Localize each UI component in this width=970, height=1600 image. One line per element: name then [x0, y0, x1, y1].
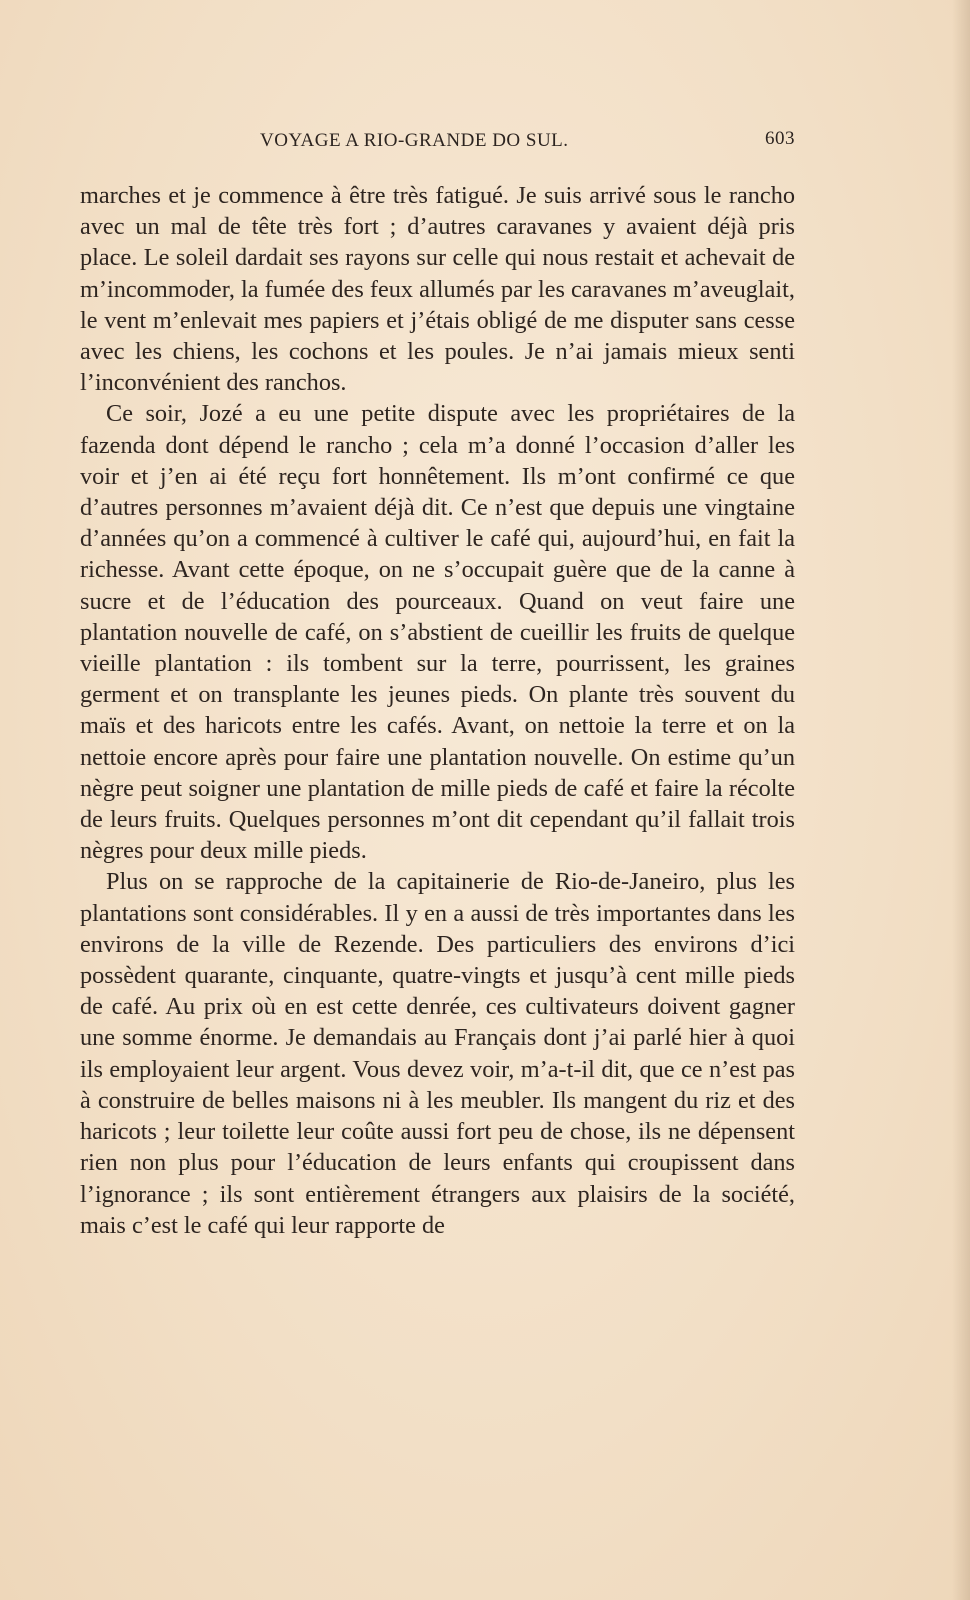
- paragraph: Ce soir, Jozé a eu une petite dispute avec les propriétaires de la fazenda dont dépend le rancho ; cela m’a donné l’occasion d’aller les voir et j’en ai été reçu fort honnêtement. Ils m’ont confirmé ce que d’autres personnes m’avaient déjà dit. Ce n’est que depuis une vingtaine d’années qu’on a commencé à cultiver le café qui, aujourd’hui, en fait la richesse. Avant cette époque, on ne s’occupait guère que de la canne à sucre et de l’éducation des pourceaux. Quand on veut faire une plantation nouvelle de café, on s’abstient de cueillir les fruits de quelque vieille plantation : ils tombent sur la terre, pourrissent, les graines germent et on transplante les jeunes pieds. On plante très souvent du maïs et des haricots entre les cafés. Avant, on nettoie la terre et on la nettoie encore après pour faire une plantation nouvelle. On estime qu’un nègre peut soigner une plantation de mille pieds de café et faire la récolte de leurs fruits. Quelques personnes m’ont dit cependant qu’il fallait trois nègres pour deux mille pieds.: [80, 400, 795, 865]
- book-page: [80, 124, 795, 1241]
- paragraph: Plus on se rapproche de la capitainerie de Rio-de-Janeiro, plus les plantations sont considérables. Il y en a aussi de très importantes dans les environs de la ville de Rezende. Des particuliers des environs d’ici possèdent quarante, cinquante, quatre-vingts et jusqu’à cent mille pieds de café. Au prix où en est cette denrée, ces cultivateurs doivent gagner une somme énorme. Je demandais au Français dont j’ai parlé hier à quoi ils employaient leur argent. Vous devez voir, m’a-t-il dit, que ce n’est pas à construire de belles maisons ni à les meubler. Ils mangent du riz et des haricots ; leur toilette leur coûte aussi fort peu de chose, ils ne dépensent rien non plus pour l’éducation de leurs enfants qui croupissent dans l’ignorance ; ils sont entièrement étrangers aux plaisirs de la société, mais c’est le café qui leur rapporte de: [80, 868, 795, 1239]
- paragraph-continued: marches et je commence à être très fatigué. Je suis arrivé sous le rancho avec un mal de tête très fort ; d’autres caravanes y avaient déjà pris place. Le soleil dardait ses rayons sur celle qui nous restait et achevait de m’incommoder, la fumée des feux allumés par les caravanes m’aveuglait, le vent m’enlevait mes papiers et j’étais obligé de me disputer sans cesse avec les chiens, les cochons et les poules. Je n’ai jamais mieux senti l’inconvénient des ranchos.: [80, 182, 795, 397]
- body-text: [80, 180, 795, 1241]
- running-head: [80, 124, 795, 154]
- page-number: 603: [765, 128, 795, 149]
- running-title: VOYAGE A RIO-GRANDE DO SUL.: [260, 130, 569, 151]
- page-edge-shadow: [952, 0, 970, 1600]
